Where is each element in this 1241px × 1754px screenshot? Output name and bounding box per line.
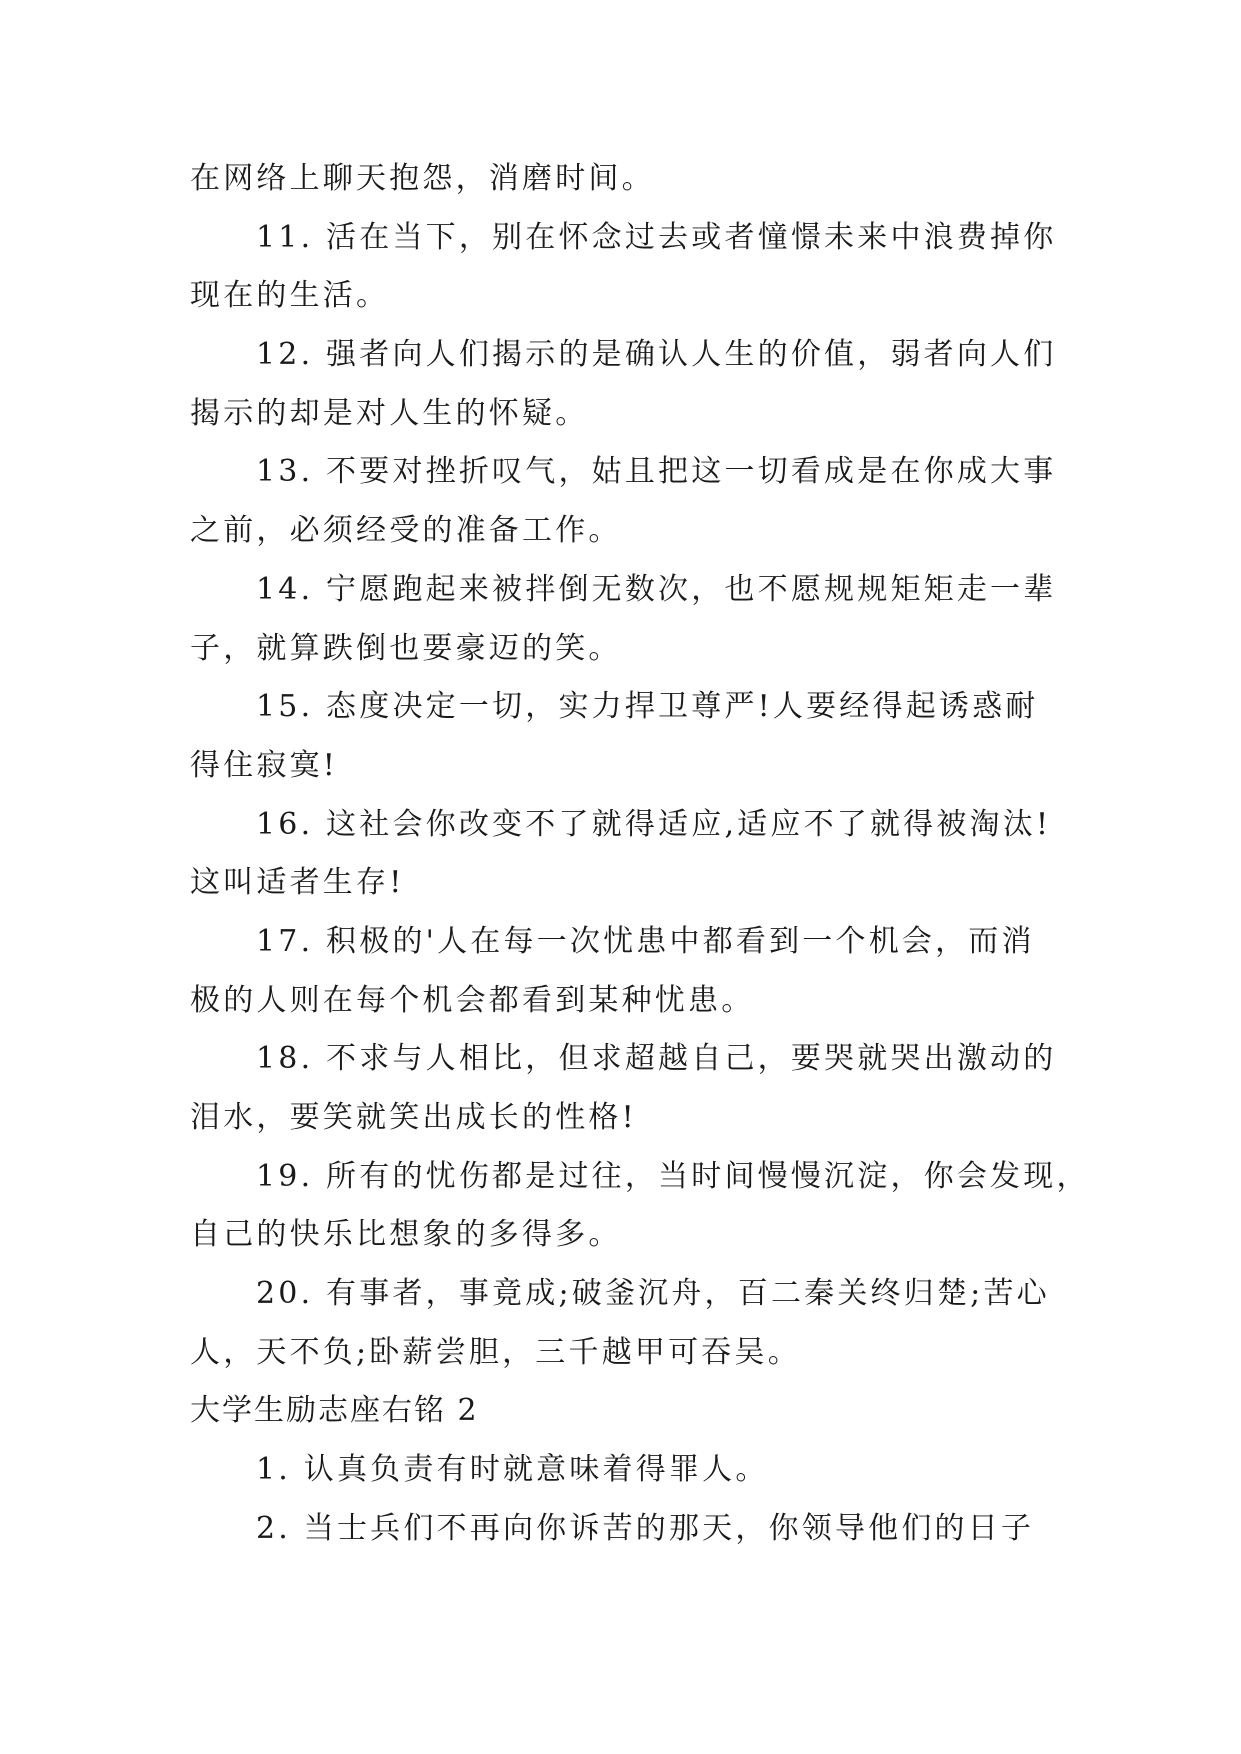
text-line: 之前，必须经受的准备工作。 (190, 513, 622, 549)
list-item-18: 18. 不求与人相比，但求超越自己，要哭就哭出激动的 (256, 1041, 1057, 1077)
list-item-1: 1. 认真负责有时就意味着得罪人。 (256, 1452, 769, 1488)
text-line: 人，天不负;卧薪尝胆，三千越甲可吞吴。 (190, 1334, 801, 1370)
text-line: 这叫适者生存! (190, 865, 405, 901)
text-line: 子，就算跌倒也要豪迈的笑。 (190, 630, 622, 666)
text-line: 现在的生活。 (190, 278, 390, 314)
text-line: 极的人则在每个机会都看到某种忧患。 (190, 982, 755, 1018)
list-item-16: 16. 这社会你改变不了就得适应,适应不了就得被淘汰! (256, 806, 1052, 842)
document-body (190, 150, 1090, 1559)
list-item-15: 15. 态度决定一切，实力捍卫尊严!人要经得起诱惑耐 (256, 689, 1039, 725)
text-line: 得住寂寞! (190, 747, 339, 783)
section-heading: 大学生励志座右铭 2 (190, 1393, 479, 1429)
list-item-2: 2. 当士兵们不再向你诉苦的那天，你领导他们的日子 (256, 1510, 1035, 1546)
text-line: 泪水，要笑就笑出成长的性格! (190, 1100, 637, 1135)
text-line: 自己的快乐比想象的多得多。 (190, 1217, 622, 1253)
list-item-11: 11. 活在当下，别在怀念过去或者憧憬未来中浪费掉你 (256, 219, 1057, 255)
list-item-20: 20. 有事者，事竟成;破釜沉舟，百二秦关终归楚;苦心 (256, 1276, 1050, 1312)
list-item-19: 19. 所有的忧伤都是过往，当时间慢慢沉淀，你会发现， (256, 1158, 1090, 1194)
list-item-13: 13. 不要对挫折叹气，姑且把这一切看成是在你成大事 (256, 454, 1057, 490)
list-item-14: 14. 宁愿跑起来被拌倒无数次，也不愿规规矩矩走一辈 (256, 571, 1057, 607)
text-line: 在网络上聊天抱怨，消磨时间。 (190, 161, 655, 196)
text-line: 揭示的却是对人生的怀疑。 (190, 395, 589, 431)
list-item-12: 12. 强者向人们揭示的是确认人生的价值，弱者向人们 (256, 337, 1057, 373)
list-item-17: 17. 积极的'人在每一次忧患中都看到一个机会，而消 (256, 923, 1035, 959)
